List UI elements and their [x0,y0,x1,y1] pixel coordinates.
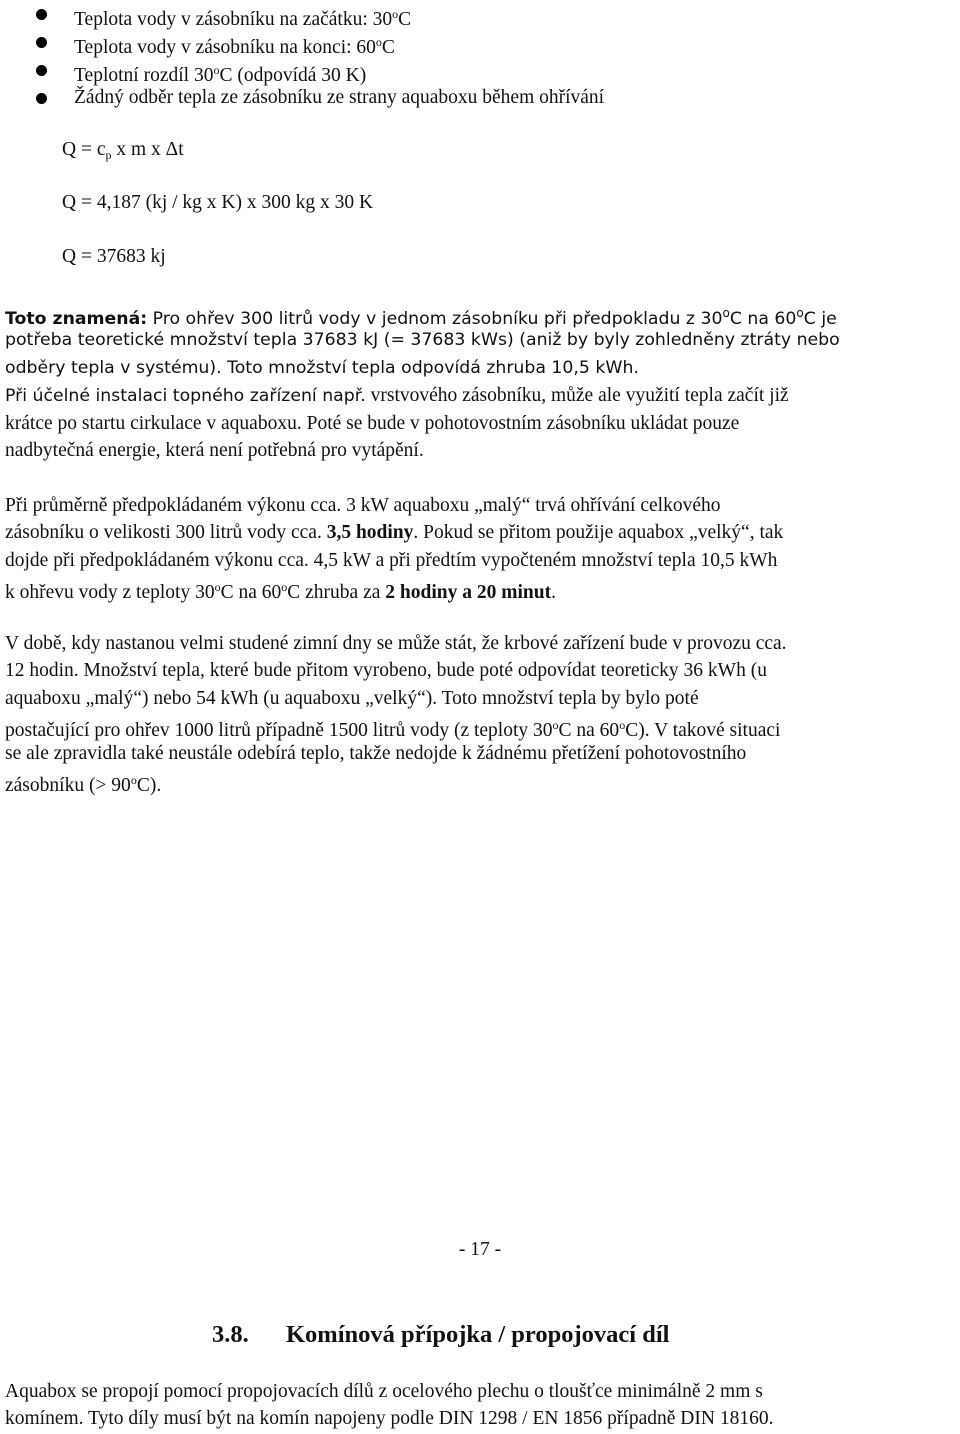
list-item-text: Teplotní rozdíl 30 [74,65,214,86]
chimney-paragraph [5,1378,957,1433]
list-item-text: C [381,37,395,58]
formula-definition [62,136,184,169]
paragraph-line: se ale zpravidla také neustále odebírá teplo, takže nedojde k žádnému přetížení pohotovostního [5,742,747,764]
list-item-text: Žádný odběr tepla ze zásobníku ze strany aquaboxu během ohřívání [74,87,605,108]
cold-days-paragraph [5,630,957,794]
list-item-text: Teplota vody v zásobníku na začátku: 30 [74,9,393,30]
paragraph-line [5,300,957,327]
superscript: o [214,580,221,595]
text-run: k ohřevu vody z teploty 30 [5,582,215,604]
formula-text: Q = c [62,139,106,160]
superscript: o [375,35,382,49]
bullet-icon [36,9,47,20]
list-item-text: C [398,9,412,30]
section-heading [212,1319,669,1351]
explanation-paragraph [5,300,957,464]
text-run: . Pokud se přitom použije aquabox „velký“, tak [413,522,784,544]
bullet-icon [36,37,47,48]
formula-substitution: Q = 4,187 (kj / kg x K) x 300 kg x 30 K [62,192,374,213]
list-item [36,28,604,56]
bold-value: 2 hodiny a 20 minut [385,582,552,604]
list-item [36,56,604,84]
paragraph-line [5,574,957,604]
text-run: C na 60 [558,720,620,742]
paragraph-line: komínem. Tyto díly musí být na komín napojeny podle DIN 1298 / EN 1856 případně DIN 18160. [5,1408,774,1430]
heating-time-paragraph [5,492,957,602]
text-run: Při průměrně předpokládaném výkonu cca. [5,495,342,516]
list-item [36,0,604,28]
text-run: C na 60 [220,582,282,604]
text-run: zásobníku (> 90 [5,774,131,796]
text-run: postačující pro ohřev 1000 litrů případně 1500 litrů vody (z teploty 30 [5,720,553,742]
text-run: Pro ohřev 300 litrů vody v jednom zásobníku při předpokladu z 30 [147,309,723,329]
paragraph-line [5,492,957,519]
list-item-text: Teplota vody v zásobníku na konci: 60 [74,37,376,58]
list-item [36,84,604,112]
bullet-icon [36,93,47,104]
text-run: krátce po startu cirkulace v aquaboxu. [5,412,302,434]
bold-lead: Toto znamená: [5,309,148,329]
page-number: - 17 - [458,1239,502,1260]
superscript: o [796,306,804,320]
superscript: o [130,772,137,787]
paragraph-line [5,519,957,546]
superscript: o [722,306,730,320]
superscript: o [213,63,220,77]
formula-text: x m x Δt [111,139,184,160]
list-item-text: C (odpovídá 30 K) [219,65,367,86]
paragraph-line: 12 hodin. Množství tepla, které bude přitom vyrobeno, bude poté odpovídat teoreticky 36 kWh (u [5,660,767,682]
text-run: zásobníku o velikosti 300 litrů vody cca. [5,522,327,544]
paragraph-line: V době, kdy nastanou velmi studené zimní dny se může stát, že krbové zařízení bude v provozu cca. [5,633,787,654]
paragraph-line: aquaboxu „malý“) nebo 54 kWh (u aquaboxu „velký“). Toto množství tepla by bylo poté [5,687,699,709]
text-run: vrstvového zásobníku, může ale využití tepla začít již [365,385,789,407]
paragraph-line [5,410,957,437]
bullet-icon [36,65,47,76]
paragraph-line [5,712,957,742]
superscript: o [552,718,559,733]
text-run: C zhruba za [287,582,386,604]
paragraph-line: nadbytečná energie, která není potřebná pro vytápění. [5,439,424,461]
paragraph-line [5,382,957,409]
text-run: Poté se bude v pohotovostním zásobníku ukládat pouze [301,412,740,434]
conditions-list [36,0,604,112]
paragraph-line: Aquabox se propojí pomocí propojovacích dílů z ocelového plechu o tloušťce minimálně 2 mm s [5,1381,763,1402]
bold-value: 3,5 hodiny [326,522,414,544]
text-run: C). V takové situaci [625,720,781,742]
section-title: Komínová přípojka / propojovací díl [286,1321,670,1348]
section-number: 3.8. [212,1321,249,1348]
text-run: 3 kW aquaboxu „malý“ trvá ohřívání celkového [341,495,721,516]
paragraph-line [5,767,957,794]
text-run: Při účelné instalaci topného zařízení např. [5,386,366,407]
superscript: o [392,7,399,21]
text-run: C je [803,309,837,329]
text-run: C). [136,774,162,796]
text-run: . [551,582,556,604]
paragraph-line: dojde při předpokládaném výkonu cca. 4,5 kW a při předtím vypočteném množství tepla 10,5 kWh [5,549,778,571]
superscript: o [619,718,626,733]
paragraph-line: potřeba teoretické množství tepla 37683 kJ (= 37683 kWs) (aniž by byly zohledněny ztráty nebo [5,330,840,351]
text-run: C na 60 [729,309,797,329]
paragraph-line: odběry tepla v systému). Toto množství tepla odpovídá zhruba 10,5 kWh. [5,357,639,378]
formula-result: Q = 37683 kj [62,246,166,267]
subscript: p [105,148,112,162]
superscript: o [281,580,288,595]
